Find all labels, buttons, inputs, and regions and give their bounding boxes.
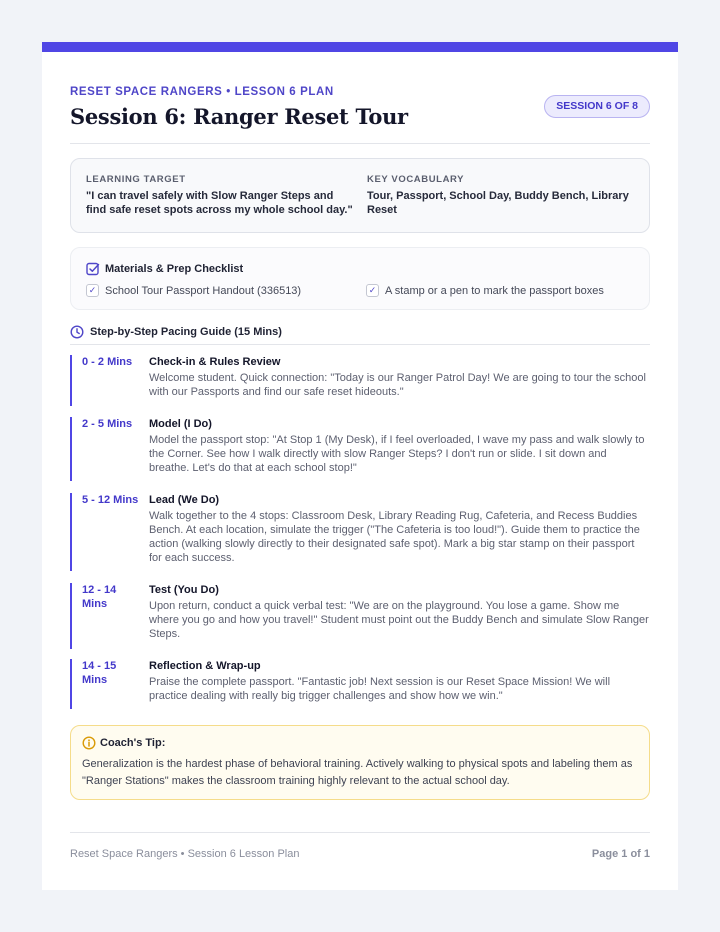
materials-item-label: A stamp or a pen to mark the passport boxes	[385, 284, 604, 297]
step-time: 14 - 15 Mins	[82, 660, 117, 686]
pacing-step	[70, 355, 650, 406]
coach-tip-title: Coach's Tip:	[100, 737, 166, 749]
step-time: 2 - 5 Mins	[82, 418, 133, 430]
coach-tip-box	[70, 725, 650, 800]
step-description: Model the passport stop: "At Stop 1 (My Desk), if I feel overloaded, I wave my pass and walk slowly to the Corner. See how I walk directly with slow Ranger Steps? I don't run or slide. I sit down and breathe. Let's do that at each school stop!"	[149, 434, 645, 474]
materials-box	[70, 247, 650, 310]
info-icon	[82, 736, 96, 750]
divider	[70, 143, 650, 144]
pacing-heading-text: Step-by-Step Pacing Guide (15 Mins)	[90, 326, 282, 338]
checkbox[interactable]: ✓	[366, 284, 379, 297]
page-number: Page 1 of 1	[591, 848, 650, 860]
pacing-step	[70, 493, 650, 571]
step-description: Welcome student. Quick connection: "Today is our Ranger Patrol Day! We are going to tour the school with our Passports and find our safe reset hideouts."	[149, 372, 646, 398]
step-title: Check-in & Rules Review	[149, 356, 281, 368]
lesson-plan-page	[42, 42, 678, 890]
materials-item[interactable]	[366, 284, 604, 297]
learning-target	[86, 174, 356, 217]
checklist-icon	[86, 262, 100, 276]
clock-icon	[70, 325, 84, 339]
footer-title: Reset Space Rangers • Session 6 Lesson Plan	[70, 848, 300, 860]
step-description: Walk together to the 4 stops: Classroom Desk, Library Reading Rug, Cafeteria, and Recess Buddies Bench. At each location, simulate the trigger ("The Cafeteria is too loud!"). Guide them to practice the action (walking slowly directly to their designated safe spot). Mark a big star stamp on their passport for each success.	[149, 510, 640, 564]
learning-target-text: "I can travel safely with Slow Ranger Steps and find safe reset spots across my whole school day."	[86, 190, 353, 216]
key-vocabulary	[367, 174, 633, 217]
learning-target-label: LEARNING TARGET	[86, 174, 186, 185]
step-description: Upon return, conduct a quick verbal test: "We are on the playground. You lose a game. Show me where you go and how you travel!" Student must point out the Buddy Bench and simulate Slow Ranger Steps.	[149, 600, 649, 640]
step-time: 12 - 14 Mins	[82, 584, 117, 610]
step-time: 5 - 12 Mins	[82, 494, 139, 506]
divider	[70, 344, 650, 345]
materials-heading	[86, 262, 243, 276]
pacing-step	[70, 659, 650, 709]
materials-heading-text: Materials & Prep Checklist	[105, 263, 244, 275]
page-eyebrow: RESET SPACE RANGERS • LESSON 6 PLAN	[70, 86, 334, 98]
step-title: Model (I Do)	[149, 418, 212, 430]
coach-tip-text: Generalization is the hardest phase of behavioral training. Actively walking to physical spots and labeling them as "Ranger Stations" makes the classroom training highly relevant to the actual school day.	[82, 758, 633, 787]
step-description: Praise the complete passport. "Fantastic job! Next session is our Reset Space Mission! We will practice dealing with really big trigger challenges and show how we win."	[149, 676, 611, 702]
pacing-heading	[70, 325, 282, 339]
materials-item-label: School Tour Passport Handout (336513)	[105, 284, 302, 297]
step-time: 0 - 2 Mins	[82, 356, 133, 368]
session-badge: SESSION 6 OF 8	[544, 95, 650, 118]
accent-bar	[42, 42, 678, 52]
pacing-step	[70, 417, 650, 481]
step-title: Reflection & Wrap-up	[149, 660, 261, 672]
summary-box	[70, 158, 650, 233]
vocab-text: Tour, Passport, School Day, Buddy Bench, Library Reset	[367, 190, 629, 216]
footer-divider	[70, 832, 650, 833]
coach-tip-heading	[82, 736, 165, 750]
vocab-label: KEY VOCABULARY	[367, 174, 465, 185]
step-title: Lead (We Do)	[149, 494, 220, 506]
checkbox[interactable]: ✓	[86, 284, 99, 297]
step-title: Test (You Do)	[149, 584, 219, 596]
page-title: Session 6: Ranger Reset Tour	[70, 104, 408, 129]
pacing-step	[70, 583, 650, 649]
materials-item[interactable]	[86, 284, 301, 297]
